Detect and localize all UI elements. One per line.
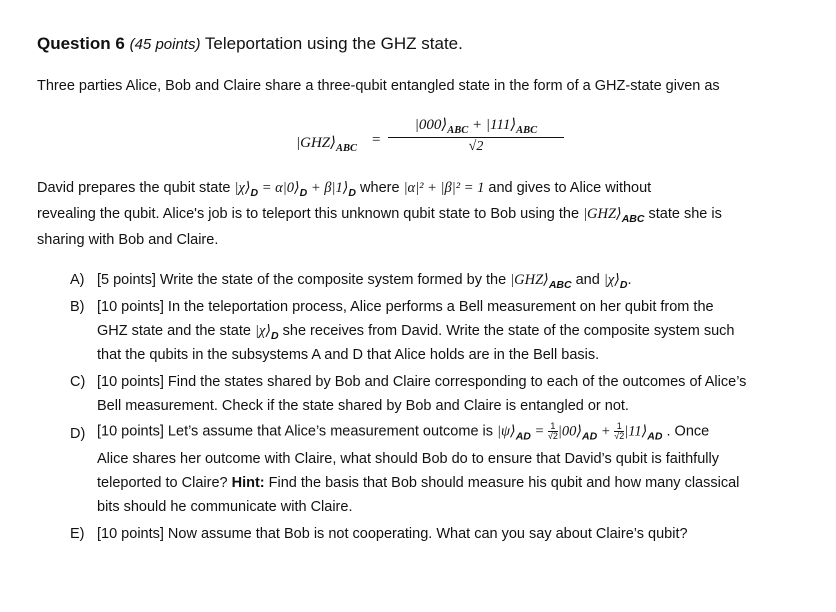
part-e-line-1: [10 points] Now assume that Bob is not cooperating. What can you say about Claire’s qubit? xyxy=(97,526,688,542)
question-topic: Teleportation using the GHZ state. xyxy=(204,34,463,53)
part-b-line-1: [10 points] In the teleportation process, Alice performs a Bell measurement on her qubit from the xyxy=(97,299,714,315)
part-d-label: D) xyxy=(70,426,86,442)
part-e-label: E) xyxy=(70,526,85,542)
part-b-label: B) xyxy=(70,299,85,315)
part-b-line-2: GHZ state and the state $|\chi⟩_D$ she receives from David. Write the state of the composite system such xyxy=(97,323,735,342)
paragraph-line-2: revealing the qubit. Alice's job is to teleport this unknown qubit state to Bob using the $|GHZ⟩_{ABC}$ state she is xyxy=(37,206,722,225)
equation-equals: = xyxy=(372,132,381,148)
part-b-line-3: that the qubits in the subsystems A and D that Alice holds are in the Bell basis. xyxy=(97,347,600,363)
part-d-line-2: Alice shares her outcome with Claire, what should Bob do to ensure that David’s qubit is faithfully xyxy=(97,451,719,467)
equation-lhs: $|GHZ⟩_{ABC}$ xyxy=(296,135,357,154)
question-points: (45 points) xyxy=(129,36,201,53)
equation-fraction xyxy=(388,115,564,155)
part-d-line-4: bits should he communicate with Claire. xyxy=(97,499,353,515)
paragraph-line-1: David prepares the qubit state $|\chi⟩_D$ = $\alpha|0⟩_D$ + $\beta|1⟩_D$ where |α|² + |β|² = 1 and gives to Alice without xyxy=(37,180,652,199)
part-d-line-1: [10 points] Let’s assume that Alice’s measurement outcome is $|\psi⟩_{AD}$ = $\frac{1}{√2}$ $|00⟩_{AD}$ + $\frac{1}{√2}$ $|11⟩_{AD}$ . Once xyxy=(97,421,710,443)
equation-denominator: √2 xyxy=(468,139,484,154)
part-c-line-2: Bell measurement. Check if the state shared by Bob and Claire is entangled or not. xyxy=(97,398,629,414)
part-a-line-1: [5 points] Write the state of the composite system formed by the $|GHZ⟩_{ABC}$ and $|\chi⟩_D$. xyxy=(97,272,632,291)
hint-label: Hint: xyxy=(231,475,265,491)
intro-text: Three parties Alice, Bob and Claire share a three-qubit entangled state in the form of a GHZ-state given as xyxy=(37,78,720,94)
part-a-label: A) xyxy=(70,272,85,288)
question-number: Question 6 xyxy=(37,34,125,53)
paragraph-line-3: sharing with Bob and Claire. xyxy=(37,232,219,248)
equation-numerator: $|000⟩_{ABC}$ + $|111⟩_{ABC}$ xyxy=(388,115,564,138)
part-d-line-3: teleported to Claire? Hint: Find the basis that Bob should measure his qubit and how many classical xyxy=(97,475,740,491)
question-title xyxy=(37,34,463,54)
part-c-line-1: [10 points] Find the states shared by Bob and Claire corresponding to each of the outcomes of Alice’s xyxy=(97,374,747,390)
part-c-label: C) xyxy=(70,374,86,390)
